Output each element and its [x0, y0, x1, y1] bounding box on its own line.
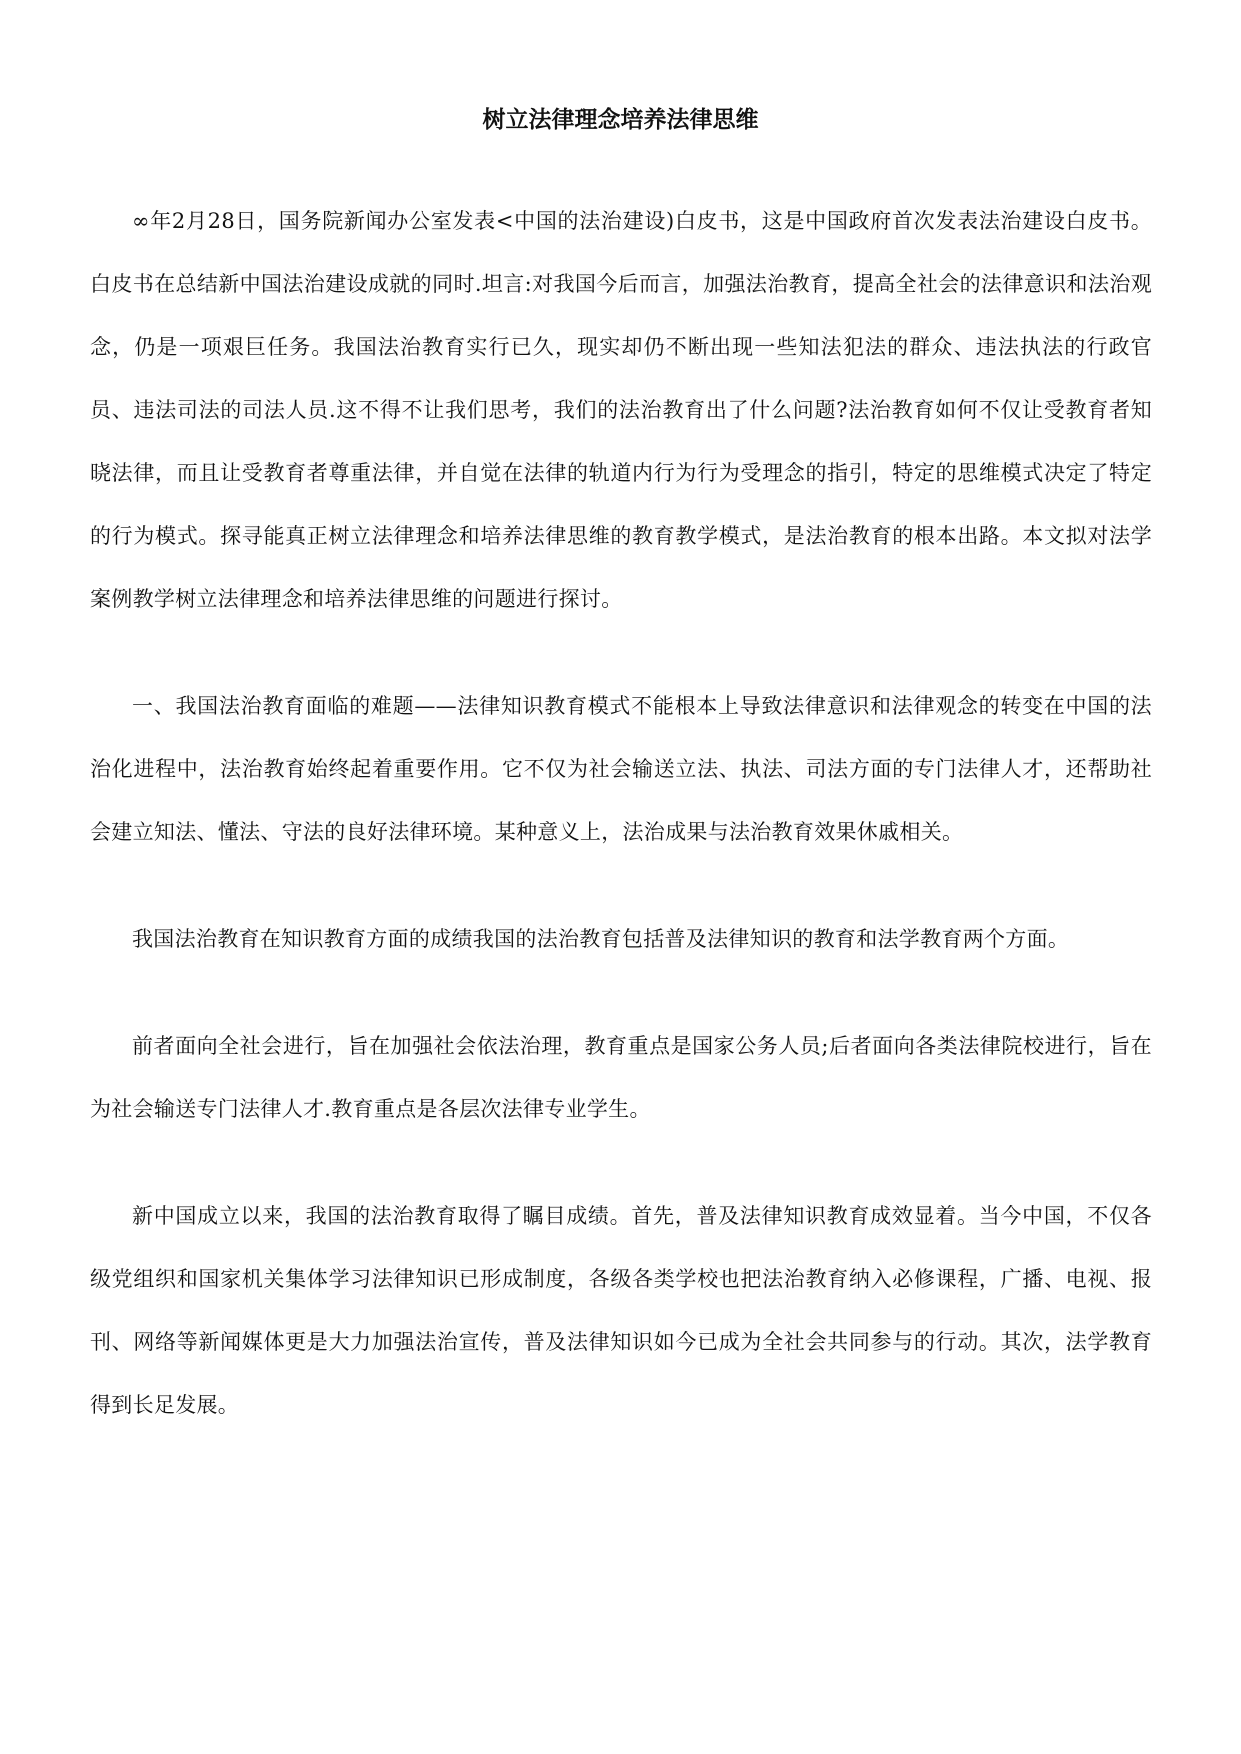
- paragraph-3: 我国法治教育在知识教育方面的成绩我国的法治教育包括普及法律知识的教育和法学教育两个方面。: [132, 927, 1070, 951]
- document-body: [90, 190, 1152, 1481]
- paragraph-5: 新中国成立以来，我国的法治教育取得了瞩目成绩。首先，普及法律知识教育成效显着。当今中国，不仅各级党组织和国家机关集体学习法律知识已形成制度，各级各类学校也把法治教育纳入必修课程，广播、电视、报刊、网络等新闻媒体更是大力加强法治宣传，普及法律知识如今已成为全社会共同参与的行动。其次，法学教育得到长足发展。: [90, 1204, 1152, 1417]
- paragraph-1: ∞年2月28日，国务院新闻办公室发表<中国的法治建设)白皮书，这是中国政府首次发表法治建设白皮书。白皮书在总结新中国法治建设成就的同时.坦言:对我国今后而言，加强法治教育，提高全社会的法律意识和法治观念，仍是一项艰巨任务。我国法治教育实行已久，现实却仍不断出现一些知法犯法的群众、违法执法的行政官员、违法司法的司法人员.这不得不让我们思考，我们的法治教育出了什么问题?法治教育如何不仅让受教育者知晓法律，而且让受教育者尊重法律，并自觉在法律的轨道内行为行为受理念的指引，特定的思维模式决定了特定的行为模式。探寻能真正树立法律理念和培养法律思维的教育教学模式，是法治教育的根本出路。本文拟对法学案例教学树立法律理念和培养法律思维的问题进行探讨。: [90, 209, 1152, 611]
- paragraph-2: 一、我国法治教育面临的难题——法律知识教育模式不能根本上导致法律意识和法律观念的转变在中国的法治化进程中，法治教育始终起着重要作用。它不仅为社会输送立法、执法、司法方面的专门法律人才，还帮助社会建立知法、懂法、守法的良好法律环境。某种意义上，法治成果与法治教育效果休戚相关。: [90, 694, 1152, 844]
- document-title: 树立法律理念培养法律思维: [482, 106, 759, 133]
- paragraph-4: 前者面向全社会进行，旨在加强社会依法治理，教育重点是国家公务人员;后者面向各类法律院校进行，旨在为社会输送专门法律人才.教育重点是各层次法律专业学生。: [90, 1034, 1152, 1121]
